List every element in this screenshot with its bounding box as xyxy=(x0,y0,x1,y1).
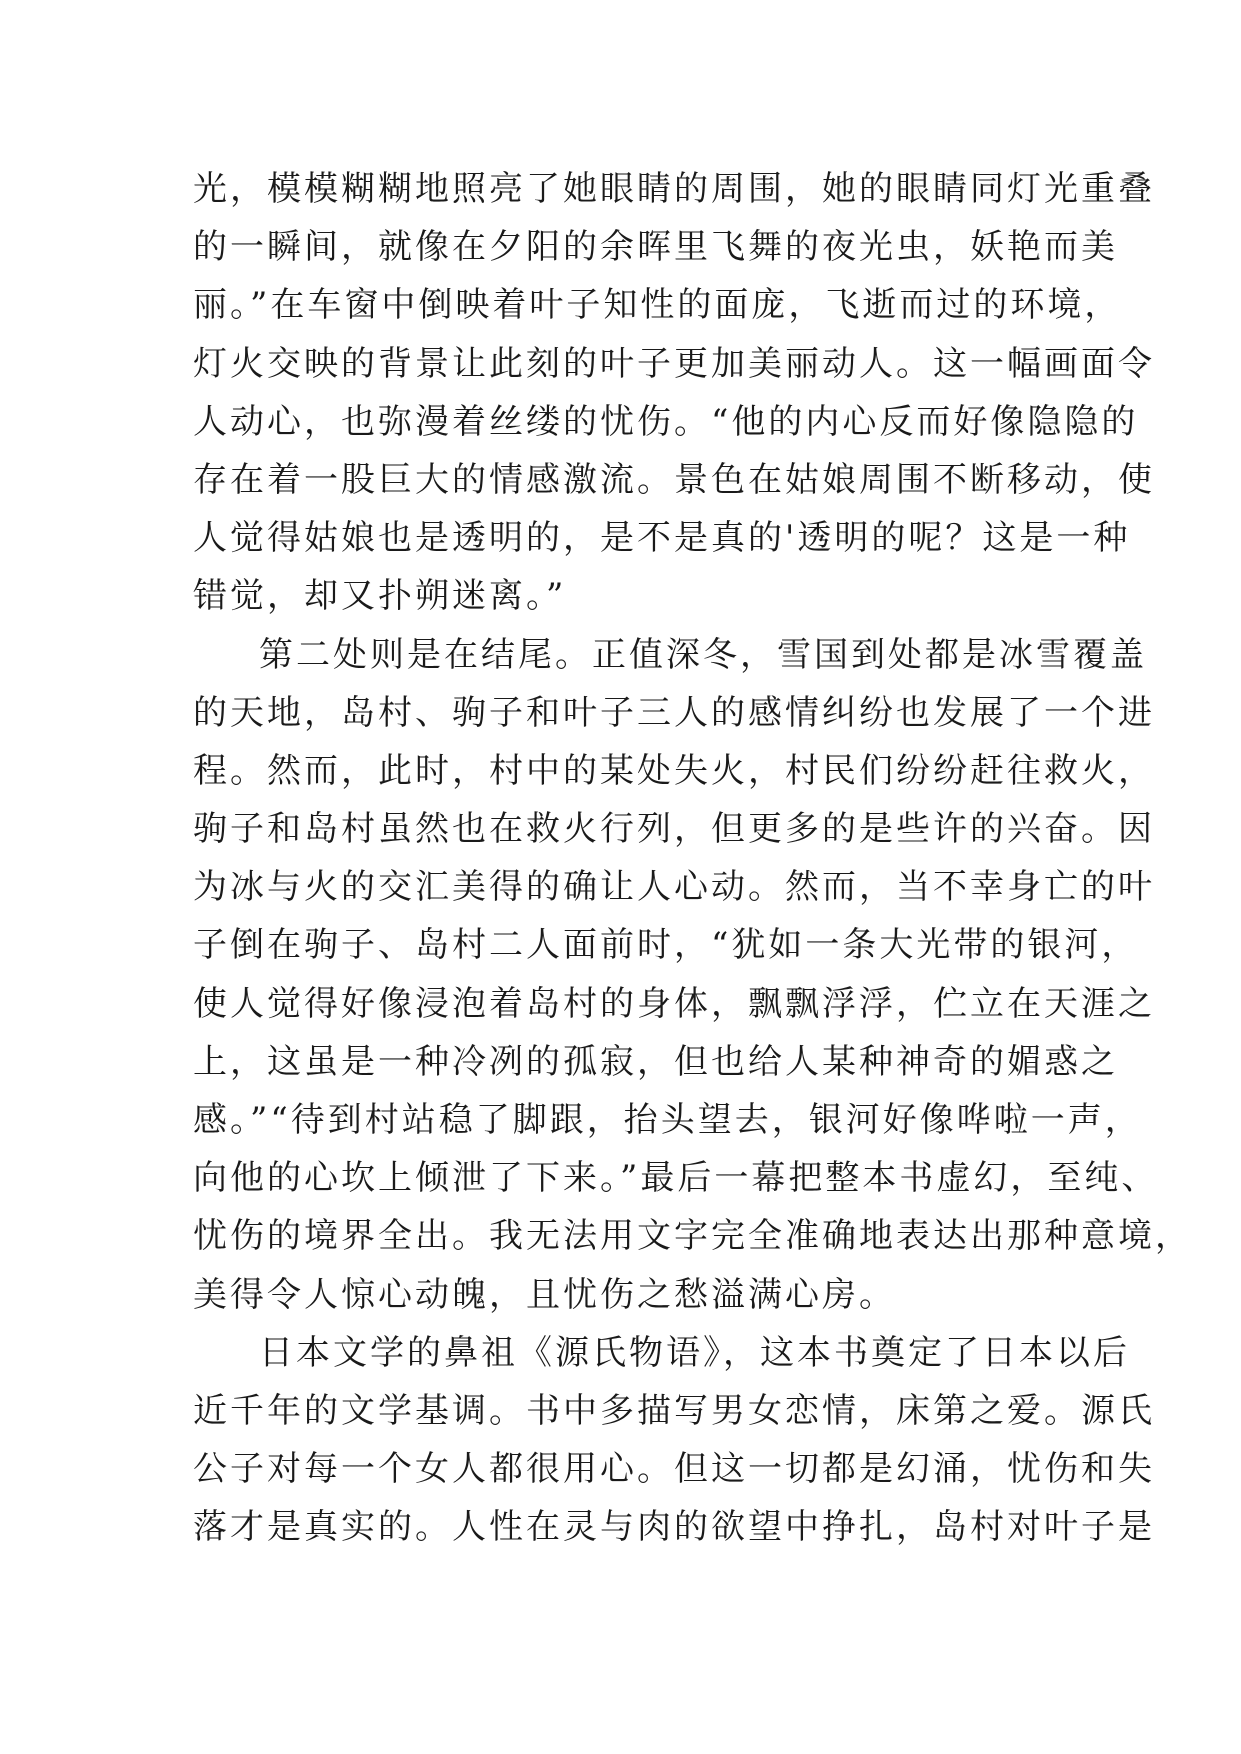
text-line: 为冰与火的交汇美得的确让人心动。然而，当不幸身亡的叶 xyxy=(193,867,1155,908)
text-line: 丽。”在车窗中倒映着叶子知性的面庞，飞逝而过的环境， xyxy=(193,285,1122,326)
text-line: 忧伤的境界全出。我无法用文字完全准确地表达出那种意境， xyxy=(193,1216,1192,1257)
text-line: 美得令人惊心动魄，且忧伤之愁溢满心房。 xyxy=(193,1274,896,1315)
text-line: 第二处则是在结尾。正值深冬，雪国到处都是冰雪覆盖 xyxy=(259,634,1147,675)
text-line: 向他的心坎上倾泄了下来。”最后一幕把整本书虚幻，至纯、 xyxy=(193,1158,1159,1199)
paragraph-3 xyxy=(193,1324,1155,1557)
text-line: 上，这虽是一种冷冽的孤寂，但也给人某种神奇的媚惑之 xyxy=(193,1041,1118,1082)
text-line: 使人觉得好像浸泡着岛村的身体，飘飘浮浮，伫立在天涯之 xyxy=(193,983,1155,1024)
text-line: 驹子和岛村虽然也在救火行列，但更多的是些许的兴奋。因 xyxy=(193,809,1155,850)
text-line: 感。”“待到村站稳了脚跟，抬头望去，银河好像哗啦一声， xyxy=(193,1100,1142,1140)
document-body xyxy=(193,160,1192,1557)
text-line: 人动心，也弥漫着丝缕的忧伤。“他的内心反而好像隐隐的 xyxy=(193,401,1139,442)
text-line: 日本文学的鼻祖《源氏物语》，这本书奠定了日本以后 xyxy=(259,1332,1130,1373)
text-line: 错觉，却又扑朔迷离。” xyxy=(193,576,567,617)
text-line: 光，模模糊糊地照亮了她眼睛的周围，她的眼睛同灯光重叠 xyxy=(193,169,1155,209)
text-line: 的一瞬间，就像在夕阳的余晖里飞舞的夜光虫，妖艳而美 xyxy=(193,227,1118,268)
text-line: 近千年的文学基调。书中多描写男女恋情，床第之爱。源氏 xyxy=(193,1390,1155,1431)
text-line: 存在着一股巨大的情感激流。景色在姑娘周围不断移动，使 xyxy=(193,459,1155,500)
text-line: 子倒在驹子、岛村二人面前时，“犹如一条大光带的银河， xyxy=(193,925,1139,966)
text-line: 的天地，岛村、驹子和叶子三人的感情纠纷也发展了一个进 xyxy=(193,692,1155,733)
paragraph-1 xyxy=(193,160,1155,626)
text-line: 程。然而，此时，村中的某处失火，村民们纷纷赶往救火， xyxy=(193,750,1155,791)
text-line: 灯火交映的背景让此刻的叶子更加美丽动人。这一幅画面令 xyxy=(193,343,1155,384)
text-line: 落才是真实的。人性在灵与肉的欲望中挣扎，岛村对叶子是 xyxy=(193,1507,1155,1548)
text-line: 人觉得姑娘也是透明的，是不是真的'透明的呢？这是一种 xyxy=(193,518,1131,559)
paragraph-2 xyxy=(193,626,1192,1324)
text-line: 公子对每一个女人都很用心。但这一切都是幻涌，忧伤和失 xyxy=(193,1449,1155,1490)
